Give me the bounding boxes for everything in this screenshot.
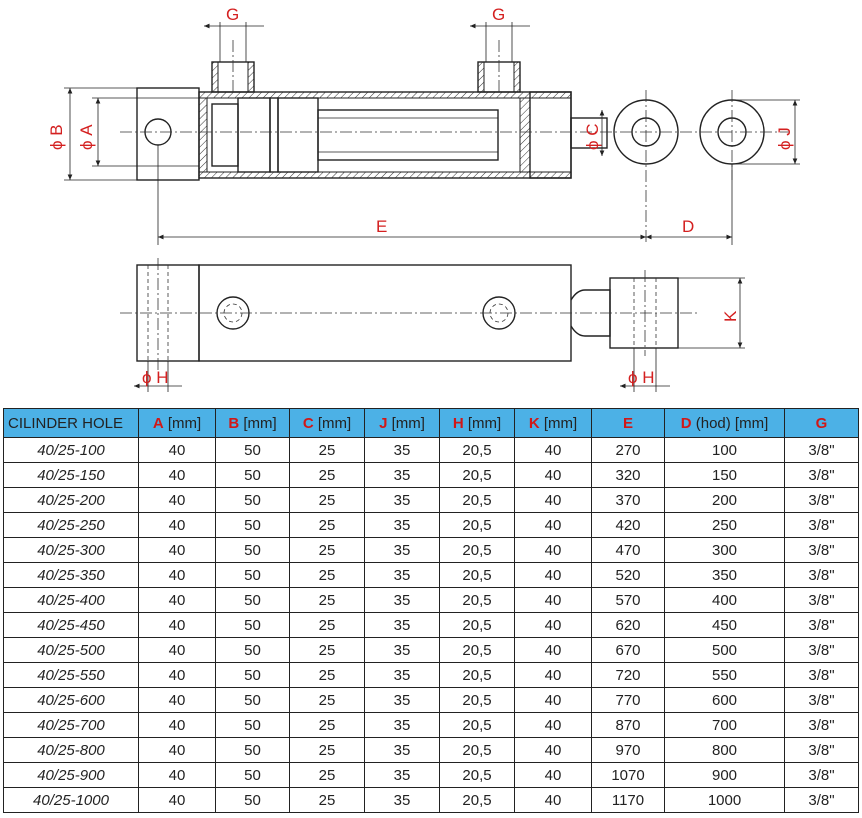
label-h-left: ϕ H (142, 368, 169, 387)
table-cell: 40 (515, 538, 592, 563)
table-cell: 670 (592, 638, 665, 663)
table-cell: 3/8" (785, 688, 859, 713)
table-cell: 200 (665, 488, 785, 513)
table-cell-model: 40/25-350 (4, 563, 139, 588)
table-cell-model: 40/25-450 (4, 613, 139, 638)
table-cell: 25 (290, 438, 365, 463)
table-cell: 20,5 (440, 613, 515, 638)
column-header-letter: H (452, 414, 464, 432)
table-cell: 50 (216, 488, 290, 513)
table-row (4, 588, 859, 613)
table-cell: 40 (515, 463, 592, 488)
table-cell: 20,5 (440, 788, 515, 813)
table-cell: 20,5 (440, 463, 515, 488)
table-cell: 100 (665, 438, 785, 463)
table-cell: 35 (365, 613, 440, 638)
table-row (4, 738, 859, 763)
table-cell-model: 40/25-100 (4, 438, 139, 463)
column-header (365, 409, 440, 438)
table-cell: 400 (665, 588, 785, 613)
table-cell: 1000 (665, 788, 785, 813)
table-row (4, 513, 859, 538)
table-cell: 20,5 (440, 438, 515, 463)
table-cell: 35 (365, 788, 440, 813)
label-h-right: ϕ H (628, 368, 655, 387)
table-cell: 25 (290, 613, 365, 638)
table-cell: 320 (592, 463, 665, 488)
table-cell: 50 (216, 463, 290, 488)
table-cell: 520 (592, 563, 665, 588)
table-cell: 3/8" (785, 513, 859, 538)
table-row (4, 663, 859, 688)
table-cell: 40 (515, 788, 592, 813)
table-cell: 150 (665, 463, 785, 488)
column-header (592, 409, 665, 438)
table-cell: 35 (365, 688, 440, 713)
table-cell: 25 (290, 513, 365, 538)
table-cell: 25 (290, 638, 365, 663)
table-cell: 40 (515, 713, 592, 738)
table-cell: 600 (665, 688, 785, 713)
table-cell: 25 (290, 463, 365, 488)
label-g-right: G (492, 5, 506, 24)
table-cell: 25 (290, 713, 365, 738)
table-cell: 50 (216, 713, 290, 738)
table-header-row (4, 409, 859, 438)
column-header-unit: [mm] (313, 414, 352, 432)
label-j: ϕ J (775, 127, 794, 150)
table-cell: 470 (592, 538, 665, 563)
table-cell: 35 (365, 738, 440, 763)
table-cell: 35 (365, 763, 440, 788)
table-cell: 620 (592, 613, 665, 638)
table-cell: 35 (365, 513, 440, 538)
column-header-unit: [mm] (463, 414, 502, 432)
label-c: ϕ C (583, 123, 602, 150)
column-header (290, 409, 365, 438)
column-header-letter: B (228, 414, 240, 432)
table-cell: 25 (290, 588, 365, 613)
table-cell: 25 (290, 538, 365, 563)
table-cell: 25 (290, 488, 365, 513)
table-row (4, 463, 859, 488)
table-cell: 3/8" (785, 538, 859, 563)
table-row (4, 538, 859, 563)
label-b: ϕ B (47, 124, 66, 150)
table-cell: 50 (216, 763, 290, 788)
table-cell: 40 (139, 738, 216, 763)
table-cell: 40 (515, 513, 592, 538)
table-cell: 3/8" (785, 663, 859, 688)
table-cell-model: 40/25-150 (4, 463, 139, 488)
table-cell: 50 (216, 688, 290, 713)
label-k: K (721, 310, 740, 322)
table-cell: 40 (139, 663, 216, 688)
table-cell: 40 (139, 588, 216, 613)
table-cell: 570 (592, 588, 665, 613)
column-header-unit: [mm] (539, 414, 578, 432)
table-cell: 500 (665, 638, 785, 663)
table-cell: 3/8" (785, 438, 859, 463)
table-cell: 25 (290, 663, 365, 688)
table-cell: 3/8" (785, 713, 859, 738)
cylinder-dimensions-table (3, 408, 859, 813)
table-cell: 870 (592, 713, 665, 738)
label-g-left: G (226, 5, 240, 24)
table-cell: 50 (216, 563, 290, 588)
table-cell: 3/8" (785, 488, 859, 513)
table-cell: 1070 (592, 763, 665, 788)
table-row (4, 688, 859, 713)
table-cell: 40 (139, 488, 216, 513)
table-cell-model: 40/25-900 (4, 763, 139, 788)
table-cell-model: 40/25-550 (4, 663, 139, 688)
table-cell: 50 (216, 663, 290, 688)
table-cell: 900 (665, 763, 785, 788)
table-cell: 370 (592, 488, 665, 513)
table-cell: 550 (665, 663, 785, 688)
table-cell: 20,5 (440, 663, 515, 688)
table-cell: 40 (515, 613, 592, 638)
table-row (4, 438, 859, 463)
table-cell: 20,5 (440, 738, 515, 763)
table-row (4, 563, 859, 588)
table-cell: 40 (515, 638, 592, 663)
column-header: CILINDER HOLE (4, 409, 139, 438)
column-header-letter: G (815, 414, 828, 432)
table-row (4, 613, 859, 638)
column-header-unit: (hod) [mm] (691, 414, 769, 432)
table-cell: 40 (515, 663, 592, 688)
table-cell: 20,5 (440, 588, 515, 613)
table-cell: 40 (139, 563, 216, 588)
table-cell-model: 40/25-1000 (4, 788, 139, 813)
table-cell: 40 (515, 563, 592, 588)
column-header-letter: E (622, 414, 633, 432)
column-header (785, 409, 859, 438)
table-cell: 50 (216, 438, 290, 463)
table-row (4, 763, 859, 788)
column-header-letter: K (528, 414, 540, 432)
table-cell: 35 (365, 488, 440, 513)
table-cell-model: 40/25-700 (4, 713, 139, 738)
table-cell: 20,5 (440, 638, 515, 663)
table-cell: 25 (290, 788, 365, 813)
table-cell: 50 (216, 613, 290, 638)
table-cell: 3/8" (785, 613, 859, 638)
table-cell: 40 (515, 738, 592, 763)
table-cell: 40 (515, 588, 592, 613)
table-cell: 20,5 (440, 688, 515, 713)
column-header (515, 409, 592, 438)
table-cell: 970 (592, 738, 665, 763)
table-cell: 450 (665, 613, 785, 638)
table-cell: 40 (139, 788, 216, 813)
table-cell: 770 (592, 688, 665, 713)
table-cell: 20,5 (440, 563, 515, 588)
table-cell: 3/8" (785, 588, 859, 613)
table-cell: 20,5 (440, 513, 515, 538)
table-row (4, 713, 859, 738)
table-cell: 25 (290, 738, 365, 763)
table-cell: 50 (216, 738, 290, 763)
table-cell: 40 (139, 463, 216, 488)
table-cell-model: 40/25-200 (4, 488, 139, 513)
table-cell: 20,5 (440, 538, 515, 563)
column-header-unit: [mm] (163, 414, 202, 432)
column-header-unit: [mm] (239, 414, 277, 432)
column-header (440, 409, 515, 438)
side-view (120, 258, 745, 392)
table-cell: 40 (515, 763, 592, 788)
table-cell: 35 (365, 663, 440, 688)
label-e: E (376, 217, 388, 236)
table-cell: 40 (139, 713, 216, 738)
table-cell: 250 (665, 513, 785, 538)
column-header (665, 409, 785, 438)
table-cell: 3/8" (785, 463, 859, 488)
table-cell-model: 40/25-300 (4, 538, 139, 563)
table-cell: 40 (139, 538, 216, 563)
column-header-letter: J (379, 414, 388, 432)
label-d: D (682, 217, 695, 236)
column-header-letter: A (152, 414, 164, 432)
table-cell: 720 (592, 663, 665, 688)
table-cell: 35 (365, 588, 440, 613)
table-cell-model: 40/25-600 (4, 688, 139, 713)
column-header (216, 409, 290, 438)
table-cell: 40 (515, 438, 592, 463)
table-cell: 35 (365, 538, 440, 563)
table-cell: 25 (290, 688, 365, 713)
table-cell: 350 (665, 563, 785, 588)
cylinder-technical-drawing (0, 0, 862, 400)
table-cell: 40 (139, 638, 216, 663)
table-cell: 40 (139, 613, 216, 638)
table-cell: 3/8" (785, 788, 859, 813)
table-cell: 3/8" (785, 738, 859, 763)
table-cell: 20,5 (440, 488, 515, 513)
table-cell: 700 (665, 713, 785, 738)
table-cell: 35 (365, 463, 440, 488)
table-cell: 25 (290, 763, 365, 788)
table-cell: 50 (216, 588, 290, 613)
table-cell: 20,5 (440, 763, 515, 788)
table-cell: 35 (365, 438, 440, 463)
table-cell-model: 40/25-250 (4, 513, 139, 538)
table-cell: 50 (216, 513, 290, 538)
table-cell: 40 (515, 488, 592, 513)
table-cell: 3/8" (785, 563, 859, 588)
table-row (4, 788, 859, 813)
column-header-letter: C (302, 414, 314, 432)
table-cell: 25 (290, 563, 365, 588)
table-cell-model: 40/25-400 (4, 588, 139, 613)
top-view (47, 5, 800, 245)
table-cell: 50 (216, 538, 290, 563)
table-cell: 3/8" (785, 763, 859, 788)
table-cell-model: 40/25-800 (4, 738, 139, 763)
column-header-letter: D (680, 414, 692, 432)
table-cell: 40 (139, 438, 216, 463)
table-cell: 300 (665, 538, 785, 563)
table-cell: 420 (592, 513, 665, 538)
table-row (4, 638, 859, 663)
table-cell: 20,5 (440, 713, 515, 738)
table-cell: 50 (216, 788, 290, 813)
table-cell: 40 (139, 688, 216, 713)
column-header-unit: [mm] (387, 414, 425, 432)
table-cell: 40 (139, 513, 216, 538)
table-cell-model: 40/25-500 (4, 638, 139, 663)
table-cell: 270 (592, 438, 665, 463)
table-cell: 50 (216, 638, 290, 663)
table-cell: 35 (365, 563, 440, 588)
table-cell: 40 (139, 763, 216, 788)
table-cell: 3/8" (785, 638, 859, 663)
column-header (139, 409, 216, 438)
table-cell: 35 (365, 713, 440, 738)
table-cell: 1170 (592, 788, 665, 813)
table-cell: 35 (365, 638, 440, 663)
table-cell: 800 (665, 738, 785, 763)
table-cell: 40 (515, 688, 592, 713)
table-row (4, 488, 859, 513)
label-a: ϕ A (77, 124, 96, 150)
